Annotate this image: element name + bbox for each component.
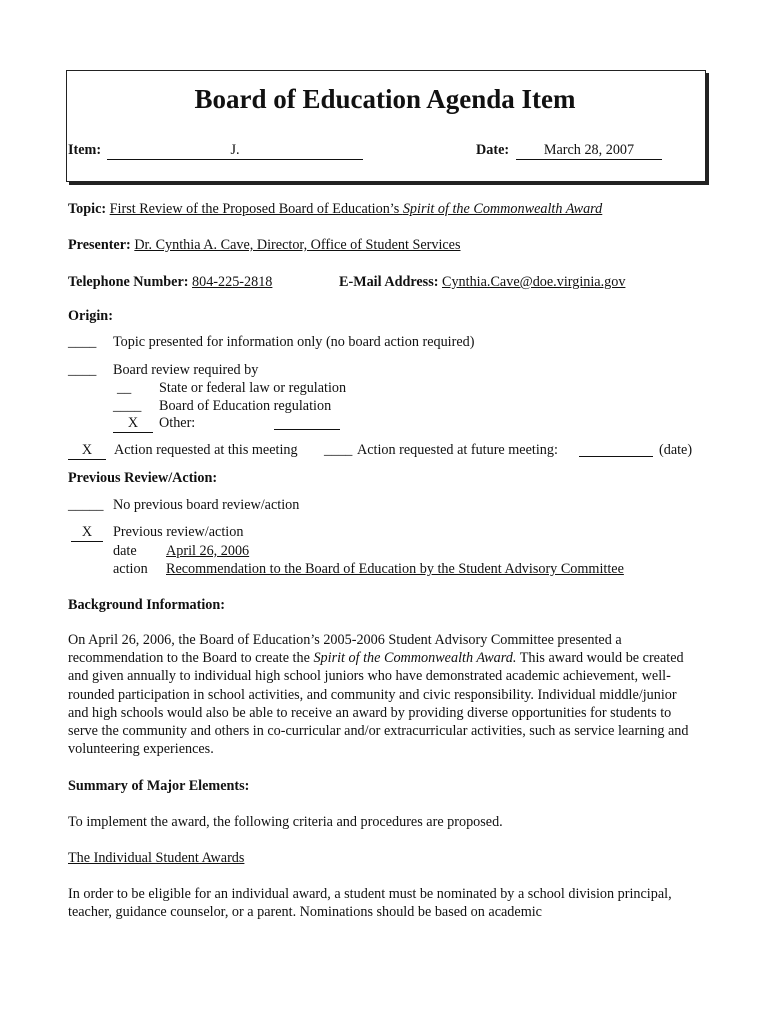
action-now-mark-text: X — [81, 442, 93, 458]
action-future-mark: ____ — [324, 442, 353, 458]
action-future-text: Action requested at future meeting: — [357, 442, 558, 458]
topic-line — [68, 200, 602, 218]
date-label: Date: — [476, 142, 510, 158]
previous-heading: Previous Review/Action: — [68, 470, 218, 486]
origin-regulation-mark: ____ — [113, 398, 142, 414]
background-text-b: This award would be created and given annually to individual high school juniors who have demonstrated academic achievement, well-rounded participation in school activities, and community and civic responsibility. Individual middle/junior and high schools would also be able to receive an award by providing diverse opportunities for students to serve the community and others in co-curricular and/or extracurricular activities, such as service learning and volunteering experiences. — [68, 650, 689, 758]
action-now-text: Action requested at this meeting — [114, 442, 298, 458]
telephone-label: Telephone Number: — [68, 274, 189, 290]
topic-label: Topic: — [68, 201, 107, 217]
origin-review-mark: ____ — [68, 362, 97, 378]
action-now-mark — [68, 441, 106, 460]
topic-value — [110, 201, 603, 217]
date-value-text: March 28, 2007 — [543, 142, 635, 158]
presenter-line — [68, 236, 493, 254]
previous-review-text: Previous review/action — [113, 524, 244, 540]
telephone-value: 804-225-2818 — [192, 274, 273, 290]
origin-other-blank — [274, 414, 340, 430]
background-text-a: On April 26, 2006, the Board of Education’s 2005-2006 Student Advisory Committee presented a recommendation to the Board to create the — [68, 632, 622, 667]
previous-action-label: action — [113, 561, 148, 577]
summary-intro: To implement the award, the following criteria and procedures are proposed. — [68, 814, 503, 830]
email-label: E-Mail Address: — [339, 274, 439, 290]
previous-none-text: No previous board review/action — [113, 497, 300, 513]
origin-regulation-text: Board of Education regulation — [159, 398, 332, 414]
origin-review-text: Board review required by — [113, 362, 259, 378]
origin-heading: Origin: — [68, 308, 113, 324]
item-label: Item: — [68, 142, 102, 158]
origin-info-only-mark: ____ — [68, 334, 97, 350]
background-heading: Background Information: — [68, 597, 226, 613]
topic-award-name: Spirit of the Commonwealth Award — [402, 201, 603, 217]
origin-other-mark-text: X — [127, 415, 139, 431]
action-future-date-blank — [579, 441, 653, 457]
previous-none-mark: _____ — [68, 497, 104, 513]
origin-other-text: Other: — [159, 415, 196, 431]
presenter-value: Dr. Cynthia A. Cave, Director, Office of Student Services — [134, 237, 461, 253]
action-future-date-suffix: (date) — [659, 442, 693, 458]
origin-law-text: State or federal law or regulation — [159, 380, 347, 396]
previous-date-label: date — [113, 543, 137, 559]
previous-action-value: Recommendation to the Board of Education by the Student Advisory Committee — [166, 561, 624, 577]
item-value-text: J. — [230, 142, 240, 158]
presenter-label: Presenter: — [68, 237, 131, 253]
item-value — [107, 141, 363, 160]
summary-heading: Summary of Major Elements: — [68, 778, 250, 794]
summary-subheading: The Individual Student Awards — [68, 850, 245, 866]
date-value — [516, 141, 662, 160]
page-title: Board of Education Agenda Item — [194, 84, 576, 114]
email-line — [339, 273, 625, 291]
telephone-line — [68, 273, 278, 291]
summary-paragraph: In order to be eligible for an individual award, a student must be nominated by a school division principal, teacher, guidance counselor, or a parent. Nominations should be based on academic — [68, 886, 672, 921]
origin-law-mark: __ — [117, 380, 132, 396]
background-award-name: Spirit of the Commonwealth Award. — [313, 650, 517, 667]
previous-review-mark-text: X — [81, 524, 93, 540]
origin-info-only-text: Topic presented for information only (no board action required) — [113, 334, 475, 350]
previous-date-value: April 26, 2006 — [166, 543, 250, 559]
email-link[interactable]: Cynthia.Cave@doe.virginia.gov — [442, 274, 626, 290]
background-paragraph — [68, 631, 698, 758]
origin-other-mark — [113, 414, 153, 433]
previous-review-mark — [71, 523, 103, 542]
topic-value-text: First Review of the Proposed Board of Education’s — [109, 201, 403, 217]
